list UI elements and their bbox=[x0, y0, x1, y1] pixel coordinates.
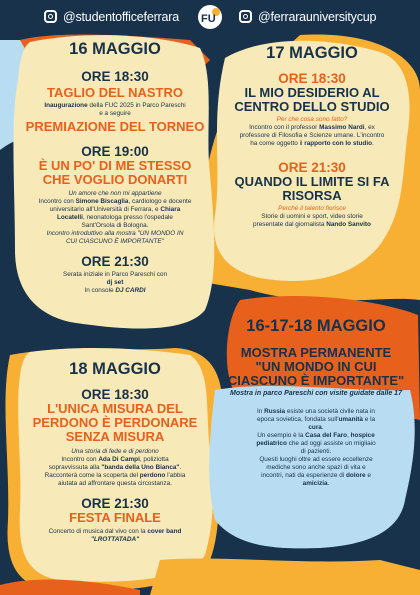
event-desc: Perché il talento fiorisce Storie di uomini e sport, video storie presentate dal giornalista Nando Sanvito bbox=[253, 205, 371, 228]
exhibition-title: MOSTRA PERMANENTE "UN MONDO IN CUI CIASCUNO È IMPORTANTE" bbox=[227, 345, 405, 388]
instagram-icon bbox=[44, 10, 57, 23]
day17-title: 17 MAGGIO bbox=[266, 44, 358, 62]
day18-section bbox=[20, 360, 210, 544]
event-desc: Un amore che non mi appartiene Incontro con Simone Biscaglia, cardiologo e docente universitario all'Università di Ferrara, e Chiara Locatelli, neonatologa presso l'ospedale Sant'Orsola di Bologna. Incontro introduttivo alla mostra "UN MONDO IN CUI CIASCUNO È IMPORTANTE" bbox=[38, 190, 192, 245]
event-time: ORE 21:30 bbox=[81, 496, 149, 511]
event-title: IL MIO DESIDERIO AL CENTRO DELLO STUDIO bbox=[234, 85, 390, 114]
header-bar bbox=[0, 0, 420, 36]
handle-right[interactable]: @ferrarauniversitycup bbox=[258, 10, 377, 24]
event-time: ORE 19:00 bbox=[81, 144, 149, 159]
event-desc: Serata iniziale in Parco Pareschi con dj set In console DJ CARDI bbox=[62, 271, 168, 294]
day18-title: 18 MAGGIO bbox=[69, 360, 161, 378]
fuc-logo bbox=[196, 4, 224, 30]
exhibition-desc: In Russia esiste una società civile nata in epoca sovietica, fondata sull'umanità e la cura. Un esempio è la Casa del Faro, hospice pediatrico che ad oggi assiste un migliaio di pazienti. Questi luoghi oltre ad essere eccellenze mediche sono anche spazi di vita e incontri, nati da esperienze di dolore e amicizia. bbox=[256, 408, 376, 487]
day17-section bbox=[222, 44, 402, 229]
event-title: TAGLIO DEL NASTRO bbox=[46, 85, 184, 100]
event-time: ORE 18:30 bbox=[81, 387, 149, 402]
event-desc: Per che cosa sono fatto? Incontro con il professor Massimo Nardi, ex professore di Filosofia e Scienze umane. L'incontro ha come oggetto il rapporto con lo studio. bbox=[239, 116, 385, 147]
day16-title: 16 MAGGIO bbox=[69, 40, 161, 58]
exhibition-dates: 16-17-18 MAGGIO bbox=[246, 317, 386, 335]
event-time: ORE 21:30 bbox=[278, 160, 346, 175]
day161718-section bbox=[222, 317, 410, 488]
event-desc: Inaugurazione della FUC 2025 in Parco Pareschi e a seguire bbox=[44, 102, 186, 117]
event-time: ORE 18:30 bbox=[81, 69, 149, 84]
event-desc: Una storia di fede e di perdono Incontro con Ada Di Campi, poliziotta sopravvissuta alla "banda della Uno Bianca". Racconterà come la scoperta del perdono l'abbia aiutata ad affrontare questa circostanza. bbox=[44, 448, 186, 487]
day16-section bbox=[20, 40, 210, 295]
svg-text:FU: FU bbox=[201, 13, 216, 25]
yellow-blob-bottom bbox=[150, 559, 420, 595]
event-time: ORE 21:30 bbox=[81, 254, 149, 269]
event-title: L'UNICA MISURA DEL PERDONO È PERDONARE SENZA MISURA bbox=[32, 401, 198, 444]
event-title-2: PREMIAZIONE DEL TORNEO bbox=[25, 119, 205, 134]
event-time: ORE 18:30 bbox=[278, 71, 346, 86]
event-title: È UN PO' DI ME STESSO CHE VOGLIO DONARTI bbox=[38, 158, 192, 187]
instagram-icon bbox=[239, 10, 252, 23]
event-desc: Concerto di musica dal vivo con la cover band "LROTTATADA" bbox=[48, 528, 182, 543]
event-title: FESTA FINALE bbox=[69, 510, 161, 525]
event-title: QUANDO IL LIMITE SI FA RISORSA bbox=[234, 174, 390, 203]
handle-left[interactable]: @studentofficeferrara bbox=[63, 10, 179, 24]
exhibition-sub: Mostra in parco Pareschi con visite guidate dalle 17 bbox=[230, 390, 402, 397]
